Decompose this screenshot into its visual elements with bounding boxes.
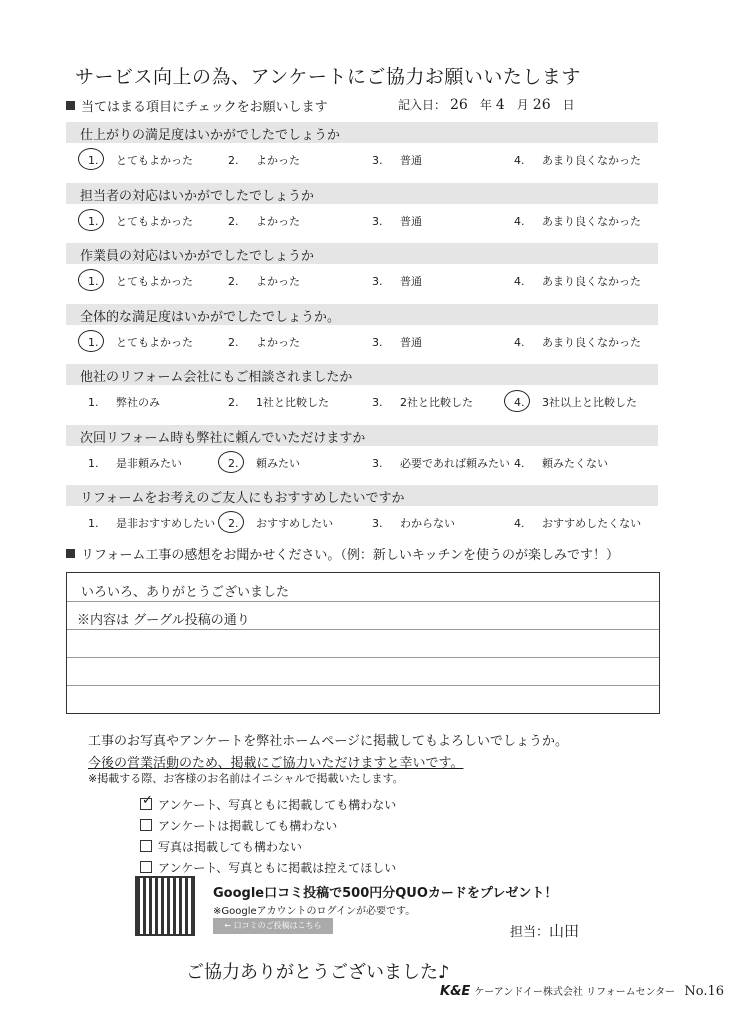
entry-date — [398, 96, 575, 113]
impression-label: リフォーム工事の感想をお聞かせください。（例：新しいキッチンを使うのが楽しみです！） — [81, 548, 619, 563]
option-text: とてもよかった — [116, 154, 193, 167]
google-title: Google口コミ投稿で500円分QUOカードをプレゼント！ — [213, 886, 558, 901]
question-text: 次回リフォーム時も弊社に頼んでいただけますか — [80, 430, 366, 446]
answer-option[interactable] — [88, 515, 215, 531]
answer-option[interactable] — [228, 394, 329, 410]
company-footer — [440, 983, 724, 999]
option-text: 頼みたい — [256, 456, 300, 470]
question-text: 他社のリフォーム会社にもご相談されましたか — [80, 370, 353, 385]
option-text: おすすめしたくない — [542, 517, 642, 530]
answer-option[interactable] — [228, 152, 300, 168]
option-text: 是非頼みたい — [116, 456, 182, 470]
impression-line: いろいろ、ありがとうございました — [81, 585, 290, 600]
question-text: リフォームをお考えのご友人にもおすすめしたいですか — [80, 491, 405, 506]
option-text: 普通 — [400, 214, 422, 228]
question-text: 全体的な満足度はいかがでしたでしょうか。 — [80, 309, 341, 325]
option-text: 是非おすすめしたい — [116, 517, 216, 530]
option-number: 4. — [514, 154, 525, 167]
option-number: 2. — [228, 214, 239, 228]
question-bar — [66, 122, 658, 143]
option-number: 3. — [372, 335, 383, 349]
answer-option[interactable] — [228, 273, 300, 289]
option-number: 3. — [372, 456, 383, 470]
date-day: 26 — [532, 97, 551, 113]
square-bullet-icon — [66, 549, 75, 558]
date-day-unit: 日 — [562, 98, 575, 112]
question-text: 担当者の対応はいかがでしたでしょうか — [80, 188, 315, 204]
option-text: とてもよかった — [116, 214, 193, 228]
question-bar — [66, 425, 658, 446]
option-number: 4. — [514, 214, 525, 228]
publish-option-label: アンケート、写真ともに掲載は控えてほしい — [158, 861, 397, 875]
option-number: 1. — [88, 275, 99, 288]
publish-request: 今後の営業活動のため、掲載にご協力いただけますと幸いです。 — [88, 756, 464, 771]
option-text: 頼みたくない — [542, 456, 608, 470]
option-text: 2社と比較した — [400, 396, 473, 409]
option-text: わからない — [400, 517, 455, 530]
option-text: あまり良くなかった — [542, 214, 641, 228]
option-number: 1. — [88, 456, 99, 470]
option-text: あまり良くなかった — [542, 335, 641, 349]
check-mark-icon: ✓ — [142, 793, 153, 808]
option-text: 1社と比較した — [256, 396, 329, 409]
option-text: 普通 — [400, 154, 422, 167]
answer-option[interactable] — [88, 455, 182, 471]
answer-option[interactable] — [372, 394, 473, 410]
option-number: 2. — [228, 517, 239, 530]
option-text: よかった — [256, 214, 300, 228]
option-text: よかった — [256, 275, 300, 288]
answer-option[interactable] — [514, 455, 608, 471]
staff-label: 担当： — [510, 925, 550, 940]
publish-option-label: アンケート、写真ともに掲載しても構わない — [158, 798, 397, 812]
date-year: 26 — [450, 97, 468, 113]
answer-option[interactable] — [88, 394, 160, 410]
option-text: とてもよかった — [116, 275, 193, 288]
answer-option[interactable] — [372, 334, 422, 350]
instruction-text: 当てはまる項目にチェックをお願いします — [81, 100, 328, 115]
staff-name: 山田 — [549, 922, 580, 940]
answer-option[interactable] — [228, 213, 300, 229]
answer-option[interactable] — [514, 334, 641, 350]
question-bar — [66, 243, 658, 264]
option-text: とてもよかった — [116, 335, 193, 349]
answer-option[interactable] — [372, 515, 455, 531]
publish-option[interactable] — [140, 793, 397, 813]
option-text: 普通 — [400, 335, 422, 349]
question-bar — [66, 304, 658, 325]
publish-option[interactable] — [140, 859, 396, 876]
answer-option[interactable] — [228, 334, 300, 350]
option-number: 4. — [514, 517, 525, 530]
option-number: 2. — [228, 396, 239, 409]
answer-option[interactable] — [372, 455, 510, 471]
date-month: 4 — [495, 97, 505, 113]
date-label: 記入日： — [398, 98, 447, 112]
answer-option[interactable] — [514, 213, 641, 229]
selection-circle — [218, 451, 244, 473]
option-text: おすすめしたい — [256, 517, 334, 530]
option-text: あまり良くなかった — [542, 154, 641, 167]
option-text: 弊社のみ — [116, 396, 160, 409]
qr-code[interactable] — [135, 876, 195, 936]
option-number: 2. — [228, 456, 239, 470]
checkbox[interactable] — [140, 793, 153, 810]
publish-option[interactable] — [140, 817, 337, 834]
option-text: 必要であれば頼みたい — [400, 456, 510, 470]
form-number: No.16 — [684, 984, 725, 999]
thanks-message: ご協力ありがとうございました♪ — [186, 962, 450, 983]
option-text: 3社以上と比較した — [542, 396, 637, 409]
option-number: 3. — [372, 275, 383, 288]
option-number: 3. — [372, 214, 383, 228]
answer-option[interactable] — [372, 273, 422, 289]
option-number: 2. — [228, 154, 239, 167]
option-number: 1. — [88, 335, 99, 349]
google-review-button[interactable]: ← 口コミのご投稿はこちら — [213, 918, 333, 934]
option-text: 普通 — [400, 275, 422, 288]
option-number: 1. — [88, 154, 99, 167]
option-text: よかった — [256, 154, 300, 167]
answer-option[interactable] — [372, 152, 422, 168]
option-text: よかった — [256, 335, 300, 349]
option-number: 4. — [514, 396, 525, 409]
company-name: ケーアンドイー株式会社 リフォームセンター — [474, 987, 676, 998]
checkbox[interactable] — [140, 861, 152, 873]
publish-option[interactable] — [140, 838, 302, 855]
selection-circle — [78, 330, 104, 352]
impression-box[interactable] — [66, 572, 660, 714]
option-number: 2. — [228, 275, 239, 288]
option-number: 4. — [514, 275, 525, 288]
question-bar — [66, 364, 658, 385]
option-number: 4. — [514, 335, 525, 349]
checkbox[interactable] — [140, 819, 152, 831]
option-number: 1. — [88, 396, 99, 409]
impression-line: ※内容は グーグル投稿の通り — [77, 613, 250, 628]
answer-option[interactable] — [372, 213, 422, 229]
staff — [510, 920, 579, 941]
option-number: 3. — [372, 396, 383, 409]
answer-option[interactable] — [514, 152, 641, 168]
option-number: 1. — [88, 517, 99, 530]
company-logo: K&E — [440, 984, 471, 999]
publish-option-label: 写真は掲載しても構わない — [158, 840, 303, 854]
publish-option-label: アンケートは掲載しても構わない — [158, 819, 338, 833]
question-bar — [66, 485, 658, 506]
selection-circle — [218, 511, 244, 533]
option-number: 1. — [88, 214, 99, 228]
option-text: あまり良くなかった — [542, 275, 641, 288]
selection-circle — [78, 209, 104, 231]
question-bar — [66, 183, 658, 204]
selection-circle — [78, 148, 104, 170]
impression-heading — [66, 544, 619, 563]
answer-option[interactable] — [514, 515, 641, 531]
date-year-unit: 年 — [479, 98, 492, 112]
option-number: 4. — [514, 456, 525, 470]
publish-note: ※掲載する際、お客様のお名前はイニシャルで掲載いたします。 — [88, 772, 404, 785]
answer-option[interactable] — [514, 273, 641, 289]
option-number: 2. — [228, 335, 239, 349]
question-text: 仕上がりの満足度はいかがでしたでしょうか — [80, 128, 341, 143]
instruction — [66, 96, 328, 115]
question-text: 作業員の対応はいかがでしたでしょうか — [80, 249, 315, 264]
square-bullet-icon — [66, 101, 75, 110]
page-title: サービス向上の為、アンケートにご協力お願いいたします — [75, 66, 581, 88]
google-note: ※Googleアカウントのログインが必要です。 — [213, 906, 416, 917]
checkbox[interactable] — [140, 840, 152, 852]
answer-option[interactable] — [514, 394, 637, 410]
date-month-unit: 月 — [516, 98, 529, 112]
option-number: 3. — [372, 517, 383, 530]
selection-circle — [504, 390, 530, 412]
option-number: 3. — [372, 154, 383, 167]
publish-question: 工事のお写真やアンケートを弊社ホームページに掲載してもよろしいでしょうか。 — [88, 734, 568, 749]
selection-circle — [78, 269, 104, 291]
